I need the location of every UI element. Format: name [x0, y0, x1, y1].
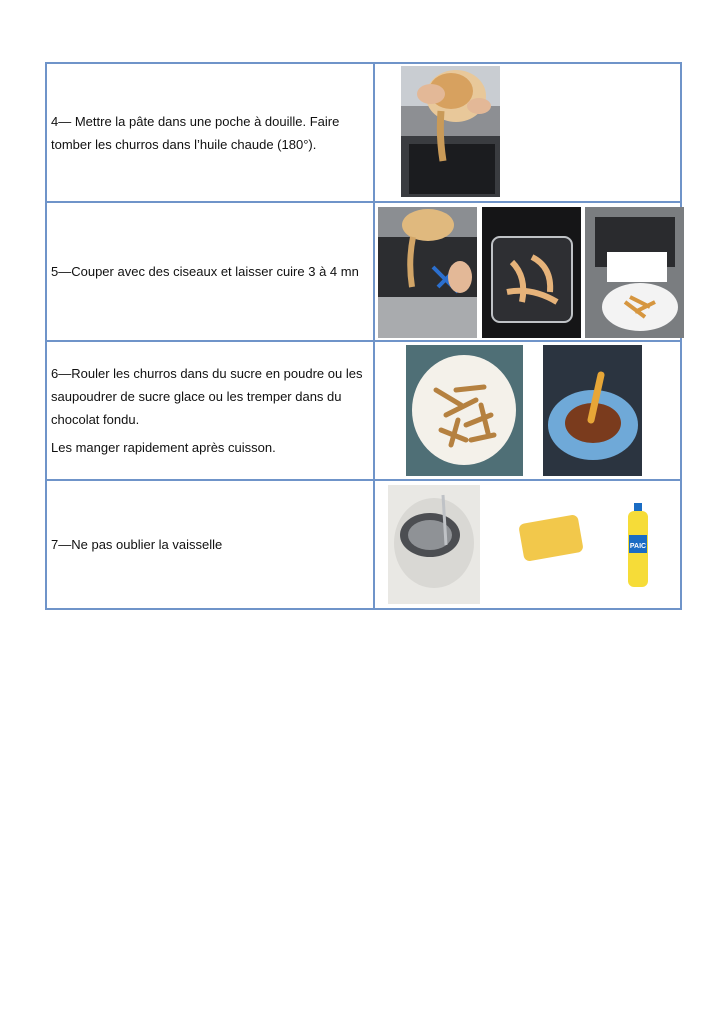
- recipe-steps-table: [45, 62, 682, 610]
- piping-bag-over-fryer-photo: [401, 66, 500, 197]
- sugared-churros-plate-photo: [406, 345, 523, 476]
- yellow-sponge-photo: [515, 509, 587, 567]
- step-7-instruction: 7—Ne pas oublier la vaisselle: [51, 537, 223, 552]
- dishes-in-sink-photo: [388, 485, 480, 604]
- step-row-6: [46, 341, 681, 480]
- step-6-instruction: 6—Rouler les churros dans du sucre en poudre ou les saupoudrer de sucre glace ou les tremper dans du chocolat fondu.: [51, 366, 363, 427]
- step-6-note: Les manger rapidement après cuisson.: [51, 440, 276, 455]
- step-image-cell: [374, 480, 681, 609]
- step-text-cell: [46, 341, 374, 480]
- dish-soap-bottle-photo: [623, 501, 653, 589]
- step-image-cell: [374, 63, 681, 202]
- soap-brand-label: PAIC: [629, 543, 647, 550]
- step-image-cell: [374, 202, 681, 341]
- churros-on-plate-near-fryer-photo: [585, 207, 684, 338]
- step-5-instruction: 5—Couper avec des ciseaux et laisser cuire 3 à 4 mn: [51, 264, 359, 279]
- churro-in-chocolate-bowl-photo: [543, 345, 642, 476]
- step-4-instruction: 4— Mettre la pâte dans une poche à douille. Faire tomber les churros dans l’huile chaude (180°).: [51, 113, 340, 152]
- step-row-7: [46, 480, 681, 609]
- step-text-cell: [46, 63, 374, 202]
- step-row-4: [46, 63, 681, 202]
- step-row-5: [46, 202, 681, 341]
- step-text-cell: [46, 480, 374, 609]
- churros-in-fryer-basket-photo: [482, 207, 581, 338]
- step-text-cell: [46, 202, 374, 341]
- step-image-cell: [374, 341, 681, 480]
- cutting-churros-scissors-photo: [378, 207, 477, 338]
